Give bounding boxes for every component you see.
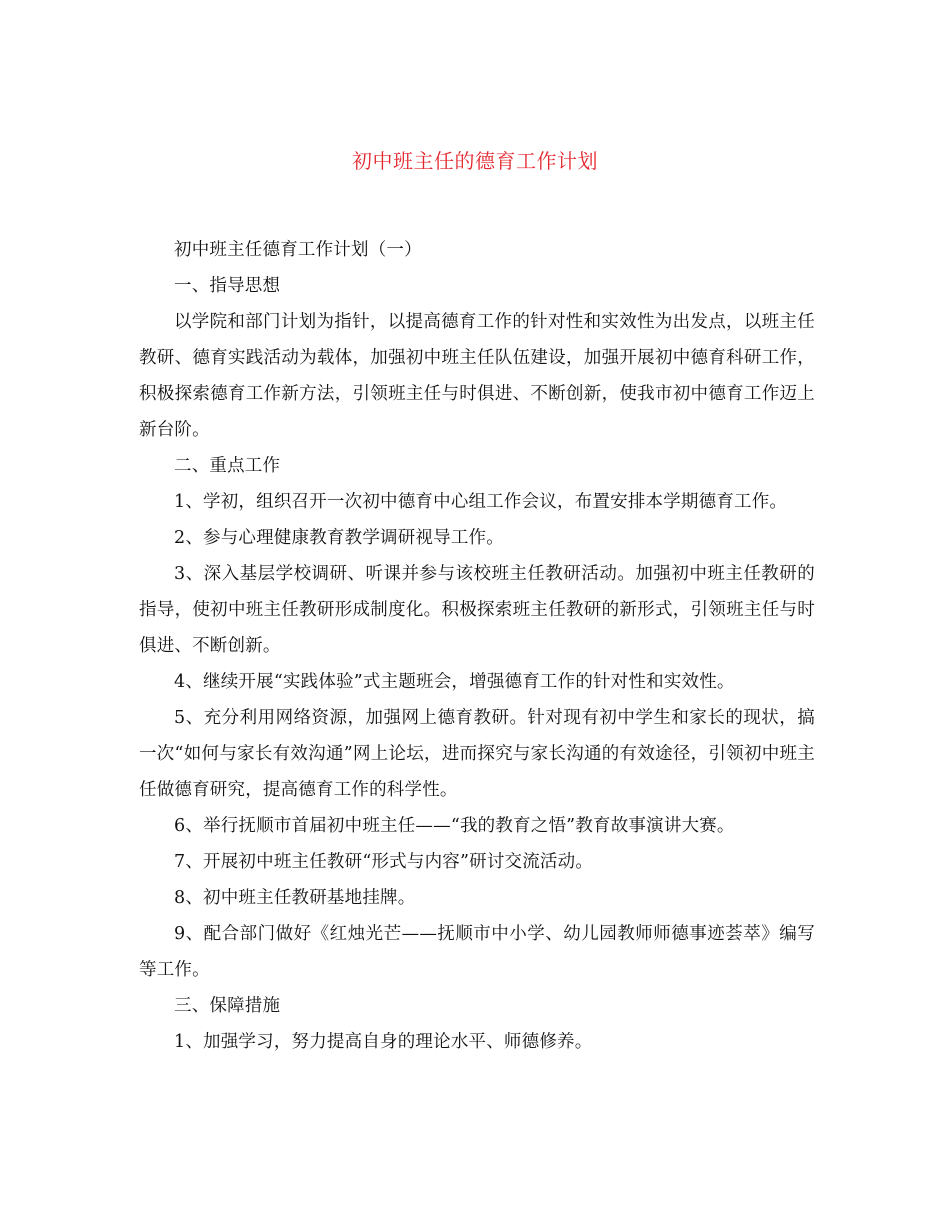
- safeguard-item-1: 1、加强学习，努力提高自身的理论水平、师德修养。: [174, 1032, 593, 1052]
- section-heading-guiding-thought: 一、指导思想: [174, 276, 281, 296]
- list-item-2: 2、参与心理健康教育教学调研视导工作。: [174, 528, 504, 548]
- list-item-7: 7、开展初中班主任教研“形式与内容”研讨交流活动。: [174, 852, 594, 872]
- list-item-5: 5、充分利用网络资源，加强网上德育教研。针对现有初中学生和家长的现状，搞一次“如何与家长有效沟通”网上论坛，进而探究与家长沟通的有效途径，引领初中班主任做德育研究，提高德育工作的科学性。: [139, 708, 815, 800]
- list-item-9: 9、配合部门做好《红烛光芒——抚顺市中小学、幼儿园教师师德事迹荟萃》编写等工作。: [139, 924, 815, 980]
- document-title: 初中班主任的德育工作计划: [352, 149, 598, 173]
- list-item-6: 6、举行抚顺市首届初中班主任——“我的教育之悟”教育故事演讲大赛。: [174, 816, 735, 836]
- list-item-3: 3、深入基层学校调研、听课并参与该校班主任教研活动。加强初中班主任教研的指导，使初中班主任教研形成制度化。积极探索班主任教研的新形式，引领班主任与时俱进、不断创新。: [139, 564, 815, 656]
- document-body: [139, 232, 815, 1060]
- section-heading-safeguards: 三、保障措施: [174, 996, 281, 1016]
- list-item-8: 8、初中班主任教研基地挂牌。: [174, 888, 416, 908]
- section-heading-key-work: 二、重点工作: [174, 456, 281, 476]
- list-item-1: 1、学初，组织召开一次初中德育中心组工作会议，布置安排本学期德育工作。: [174, 492, 788, 512]
- list-item-4: 4、继续开展“实践体验”式主题班会，增强德育工作的针对性和实效性。: [174, 672, 735, 692]
- paragraph-guiding-thought: 以学院和部门计划为指针，以提高德育工作的针对性和实效性为出发点，以班主任教研、德育实践活动为载体，加强初中班主任队伍建设，加强开展初中德育科研工作，积极探索德育工作新方法，引领班主任与时俱进、不断创新，使我市初中德育工作迈上新台阶。: [139, 312, 815, 440]
- paragraph-plan-heading: 初中班主任德育工作计划（一）: [174, 240, 422, 260]
